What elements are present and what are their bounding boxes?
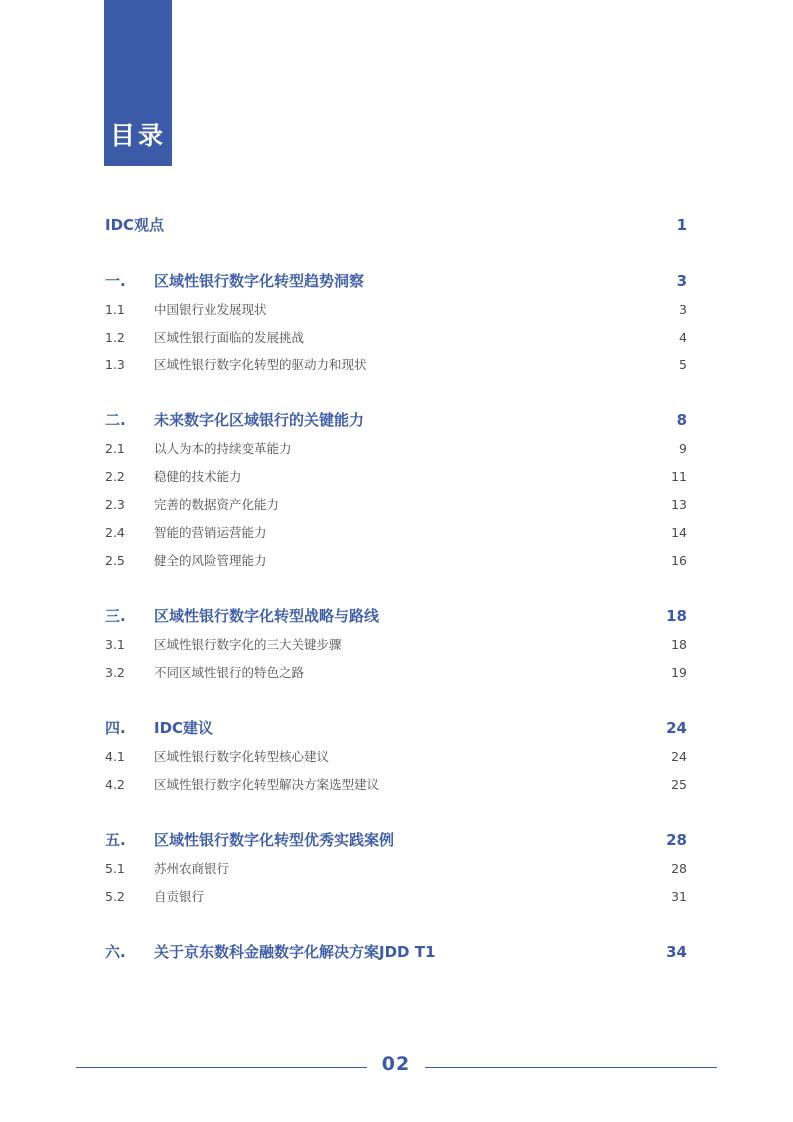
footer-rule-left <box>76 1067 367 1068</box>
item-title: 区域性银行面临的发展挑战 <box>154 330 305 345</box>
toc-section-2[interactable] <box>104 408 687 432</box>
toc-item-2-1[interactable] <box>104 437 687 461</box>
item-number: 4.2 <box>105 777 125 792</box>
toc-item-4-1[interactable] <box>104 745 687 769</box>
item-number: 1.1 <box>105 302 125 317</box>
toc-item-5-2[interactable] <box>104 885 687 909</box>
item-page: 31 <box>671 889 687 904</box>
item-number: 5.2 <box>105 889 125 904</box>
item-title: 完善的数据资产化能力 <box>154 497 280 512</box>
toc-item-2-5[interactable] <box>104 549 687 573</box>
section-title: 区域性银行数字化转型趋势洞察 <box>154 272 365 290</box>
toc-item-2-2[interactable] <box>104 465 687 489</box>
page-number: 02 <box>381 1053 411 1075</box>
toc-item-3-1[interactable] <box>104 633 687 657</box>
item-number: 1.3 <box>105 357 125 372</box>
item-page: 18 <box>671 637 687 652</box>
toc-section-5[interactable] <box>104 828 687 852</box>
section-number: 五. <box>105 831 126 849</box>
item-title: 区域性银行数字化转型的驱动力和现状 <box>154 357 367 372</box>
section-page: 24 <box>666 719 687 737</box>
section-page: 3 <box>676 272 687 290</box>
item-page: 13 <box>671 497 687 512</box>
item-number: 2.3 <box>105 497 125 512</box>
item-number: 2.1 <box>105 441 125 456</box>
item-page: 4 <box>679 330 687 345</box>
section-page: 18 <box>666 607 687 625</box>
item-title: 自贡银行 <box>154 889 205 904</box>
item-page: 11 <box>671 469 687 484</box>
toc-section-4[interactable] <box>104 716 687 740</box>
item-title: 区域性银行数字化转型解决方案选型建议 <box>154 777 380 792</box>
item-page: 24 <box>671 749 687 764</box>
section-title: 区域性银行数字化转型优秀实践案例 <box>154 831 395 849</box>
toc-item-5-1[interactable] <box>104 857 687 881</box>
section-title: 区域性银行数字化转型战略与路线 <box>154 607 380 625</box>
toc-entry-idc[interactable] <box>104 213 687 237</box>
footer-rule-right <box>425 1067 717 1068</box>
item-number: 3.2 <box>105 665 125 680</box>
item-number: 2.4 <box>105 525 125 540</box>
toc-item-4-2[interactable] <box>104 773 687 797</box>
item-page: 25 <box>671 777 687 792</box>
section-title: 未来数字化区域银行的关键能力 <box>154 411 365 429</box>
section-page: 28 <box>666 831 687 849</box>
toc-entry-label: IDC观点 <box>105 216 165 234</box>
section-number: 二. <box>105 411 126 429</box>
item-title: 以人为本的持续变革能力 <box>154 441 292 456</box>
toc-item-2-4[interactable] <box>104 521 687 545</box>
item-title: 区域性银行数字化转型核心建议 <box>154 749 330 764</box>
toc-item-3-2[interactable] <box>104 661 687 685</box>
item-page: 16 <box>671 553 687 568</box>
item-page: 28 <box>671 861 687 876</box>
section-number: 三. <box>105 607 126 625</box>
item-page: 5 <box>679 357 687 372</box>
item-page: 19 <box>671 665 687 680</box>
section-title: IDC建议 <box>154 719 214 737</box>
item-page: 9 <box>679 441 687 456</box>
section-page: 8 <box>676 411 687 429</box>
item-page: 14 <box>671 525 687 540</box>
item-number: 2.5 <box>105 553 125 568</box>
item-title: 智能的营销运营能力 <box>154 525 267 540</box>
section-number: 六. <box>105 943 126 961</box>
toc-section-1[interactable] <box>104 269 687 293</box>
section-page: 34 <box>666 943 687 961</box>
item-number: 5.1 <box>105 861 125 876</box>
section-title: 关于京东数科金融数字化解决方案JDD T1 <box>154 943 436 961</box>
item-page: 3 <box>679 302 687 317</box>
item-title: 苏州农商银行 <box>154 861 230 876</box>
toc-item-1-3[interactable] <box>104 353 687 377</box>
item-title: 健全的风险管理能力 <box>154 553 267 568</box>
section-number: 四. <box>105 719 126 737</box>
item-number: 2.2 <box>105 469 125 484</box>
toc-section-6[interactable] <box>104 940 687 964</box>
page-title: 目录 <box>109 121 166 150</box>
item-number: 4.1 <box>105 749 125 764</box>
toc-item-1-1[interactable] <box>104 298 687 322</box>
item-title: 稳健的技术能力 <box>154 469 242 484</box>
toc-item-2-3[interactable] <box>104 493 687 517</box>
item-title: 中国银行业发展现状 <box>154 302 267 317</box>
item-title: 区域性银行数字化的三大关键步骤 <box>154 637 342 652</box>
item-number: 3.1 <box>105 637 125 652</box>
item-number: 1.2 <box>105 330 125 345</box>
toc-entry-page: 1 <box>676 216 687 234</box>
section-number: 一. <box>105 272 126 290</box>
toc-section-3[interactable] <box>104 604 687 628</box>
item-title: 不同区域性银行的特色之路 <box>154 665 305 680</box>
toc-item-1-2[interactable] <box>104 326 687 350</box>
